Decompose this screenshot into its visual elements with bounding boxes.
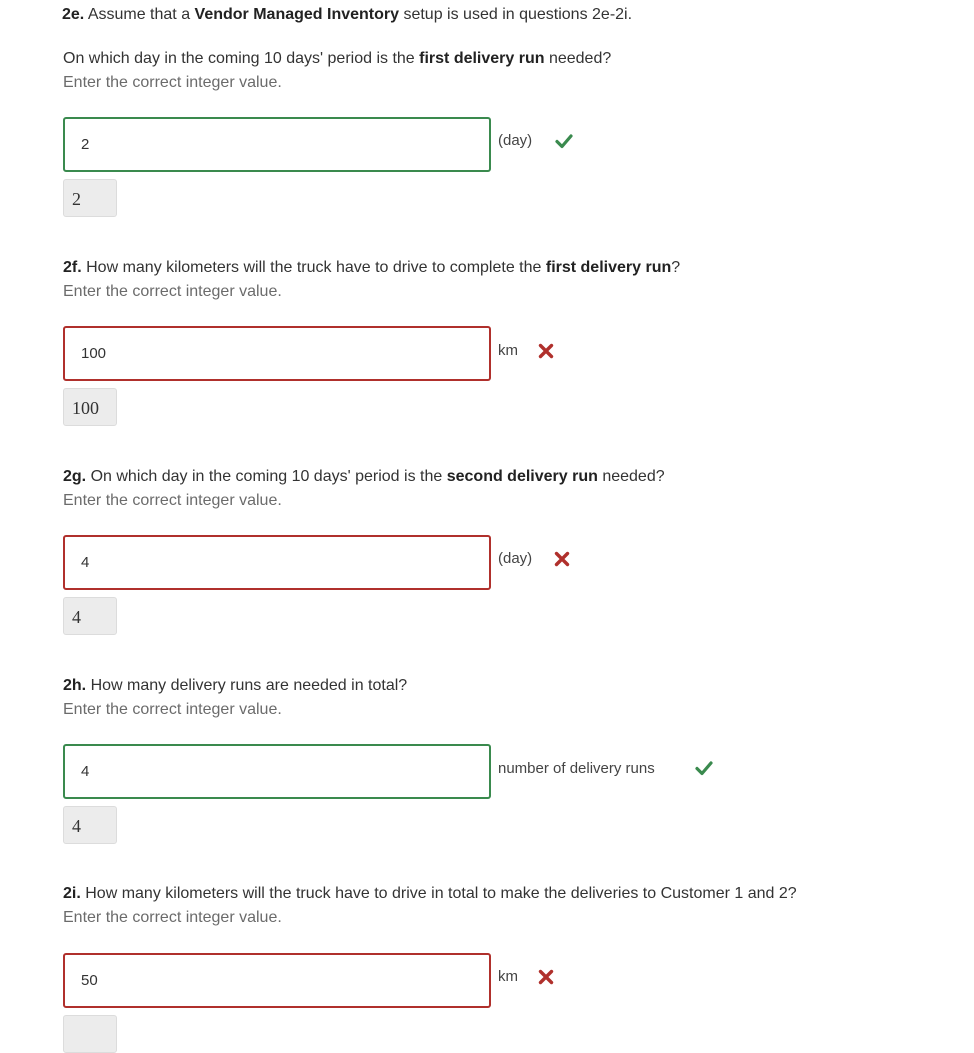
answer-input[interactable] — [63, 117, 491, 172]
question-hint: Enter the correct integer value. — [63, 492, 282, 509]
check-icon — [555, 132, 573, 150]
question-hint: Enter the correct integer value. — [63, 283, 282, 300]
question-text — [63, 467, 665, 487]
answer-input[interactable] — [63, 535, 491, 590]
question-hint: Enter the correct integer value. — [63, 701, 282, 718]
intro-label: 2e. — [62, 6, 85, 23]
intro-post: setup is used in questions 2e-2i. — [399, 6, 633, 23]
cross-icon — [553, 550, 571, 568]
unit-label: km — [498, 342, 518, 359]
answer-value: 2 — [81, 136, 90, 153]
unit-label: km — [498, 968, 518, 985]
question-bold: second delivery run — [446, 468, 598, 485]
submitted-answer: 2 — [63, 179, 117, 217]
question-pre: On which day in the coming 10 days' period is the — [63, 50, 420, 67]
question-label: 2i. — [63, 885, 81, 902]
question-bold: first delivery run — [545, 259, 672, 276]
question-post: needed? — [597, 468, 665, 485]
unit-label: (day) — [498, 132, 533, 149]
answer-value: 4 — [81, 763, 90, 780]
question-pre: How many kilometers will the truck have to drive in total to make the deliveries to Customer 1 and 2? — [80, 885, 797, 902]
question-label: 2g. — [63, 468, 87, 485]
answer-input[interactable] — [63, 953, 491, 1008]
question-label: 2h. — [63, 677, 87, 694]
answer-value: 4 — [81, 554, 90, 571]
submitted-answer — [63, 1015, 117, 1053]
question-pre: How many delivery runs are needed in total? — [86, 677, 408, 694]
question-post: needed? — [544, 50, 612, 67]
question-label: 2f. — [63, 259, 82, 276]
question-pre: How many kilometers will the truck have to drive to complete the — [81, 259, 546, 276]
question-post: ? — [671, 259, 681, 276]
submitted-answer: 4 — [63, 806, 117, 844]
answer-value: 50 — [81, 972, 98, 989]
section-intro — [62, 5, 632, 25]
intro-bold: Vendor Managed Inventory — [194, 6, 400, 23]
question-text — [63, 49, 611, 69]
cross-icon — [537, 968, 555, 986]
check-icon — [695, 759, 713, 777]
submitted-answer: 100 — [63, 388, 117, 426]
cross-icon — [537, 342, 555, 360]
question-text — [63, 884, 797, 904]
question-hint: Enter the correct integer value. — [63, 74, 282, 91]
answer-input[interactable] — [63, 744, 491, 799]
answer-input[interactable] — [63, 326, 491, 381]
question-text — [63, 676, 407, 696]
submitted-answer: 4 — [63, 597, 117, 635]
intro-pre: Assume that a — [84, 6, 195, 23]
question-bold: first delivery run — [419, 50, 545, 67]
question-text — [63, 258, 680, 278]
answer-value: 100 — [81, 345, 107, 362]
unit-label: (day) — [498, 550, 533, 567]
question-pre: On which day in the coming 10 days' period is the — [86, 468, 447, 485]
unit-label: number of delivery runs — [498, 760, 655, 777]
question-hint: Enter the correct integer value. — [63, 909, 282, 926]
